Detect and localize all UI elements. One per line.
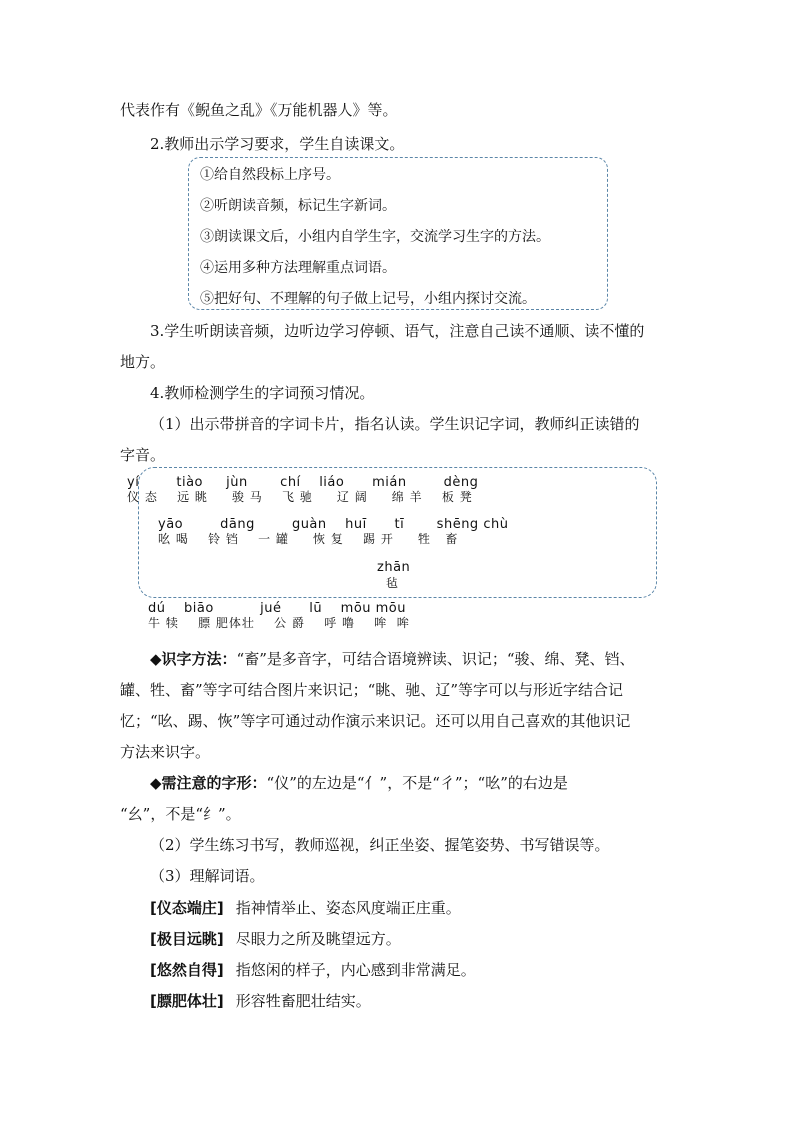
vocab-def: 形容牲畜肥壮结实。 xyxy=(235,992,371,1010)
step-4-1-cont: 字音。 xyxy=(120,446,166,464)
glyph-text: “仪”的左边是“亻”，不是“彳”；“吆”的右边是 xyxy=(266,774,568,792)
pinyin-row: yāo dāng guàn huī tī shēng chù xyxy=(158,517,509,532)
vocab-item xyxy=(150,898,461,918)
requirement-item: ⑤把好句、不理解的句子做上记号，小组内探讨交流。 xyxy=(200,291,536,307)
requirement-item: ④运用多种方法理解重点词语。 xyxy=(200,260,396,276)
vocab-item xyxy=(150,991,371,1011)
step-3-cont: 地方。 xyxy=(120,353,166,371)
vocab-item xyxy=(150,929,401,949)
method-line-3: 忆；“吆、踢、恢”等字可通过动作演示来识记。还可以用自己喜欢的其他识记 xyxy=(120,712,631,730)
requirement-item: ①给自然段标上序号。 xyxy=(200,167,340,183)
vocab-term: [悠然自得] xyxy=(150,961,224,979)
method-line-4: 方法来识字。 xyxy=(120,743,211,761)
step-4-1: （1）出示带拼音的字词卡片，指名认读。学生识记字词，教师纠正读错的 xyxy=(150,415,640,433)
step-2: 2.教师出示学习要求，学生自读课文。 xyxy=(150,135,405,153)
step-4-2: （2）学生练习书写，教师巡视，纠正坐姿、握笔姿势、书写错误等。 xyxy=(150,836,610,854)
glyph-line-1 xyxy=(150,773,568,793)
intro-line: 代表作有《鲵鱼之乱》《万能机器人》等。 xyxy=(120,101,398,119)
hanzi-row: 仪 态 远 眺 骏 马 飞 驰 辽 阔 绵 羊 板 凳 xyxy=(127,490,473,504)
glyph-line-2: “幺”，不是“纟”。 xyxy=(120,805,241,823)
requirement-item: ②听朗读音频，标记生字新词。 xyxy=(200,198,396,214)
vocab-item xyxy=(150,960,476,980)
vocab-def: 尽眼力之所及眺望远方。 xyxy=(235,930,401,948)
vocab-term: [仪态端庄] xyxy=(150,899,224,917)
pinyin-row: dú biāo jué lū mōu mōu xyxy=(148,601,406,616)
method-line-2: 罐、牲、畜”等字可结合图片来识记；“眺、驰、辽”等字可以与形近字结合记 xyxy=(120,681,624,699)
vocab-term: [膘肥体壮] xyxy=(150,992,224,1010)
hanzi-row: 吆 喝 铃 铛 一 罐 恢 复 踢 开 牲 畜 xyxy=(158,532,459,546)
method-title: ◆识字方法： xyxy=(150,650,237,668)
pinyin-row: yí tiào jùn chí liáo mián dèng xyxy=(127,475,479,490)
step-4-3: （3）理解词语。 xyxy=(150,867,265,885)
step-4: 4.教师检测学生的字词预习情况。 xyxy=(150,384,375,402)
hanzi-row: 毡 xyxy=(386,576,400,590)
hanzi-row: 牛 犊 膘 肥体壮 公 爵 呼 噜 哞 哞 xyxy=(148,616,410,630)
requirement-item: ③朗读课文后，小组内自学生字，交流学习生字的方法。 xyxy=(200,229,550,245)
glyph-title: ◆需注意的字形： xyxy=(150,774,267,792)
method-text: “畜”是多音字，可结合语境辨读、识记；“骏、绵、凳、铛、 xyxy=(236,650,635,668)
vocab-def: 指神情举止、姿态风度端正庄重。 xyxy=(235,899,461,917)
vocab-def: 指悠闲的样子，内心感到非常满足。 xyxy=(235,961,476,979)
pinyin-row: zhān xyxy=(377,560,411,575)
vocab-term: [极目远眺] xyxy=(150,930,224,948)
method-line-1 xyxy=(150,649,635,669)
step-3: 3.学生听朗读音频，边听边学习停顿、语气，注意自己读不通顺、读不懂的 xyxy=(150,322,645,340)
